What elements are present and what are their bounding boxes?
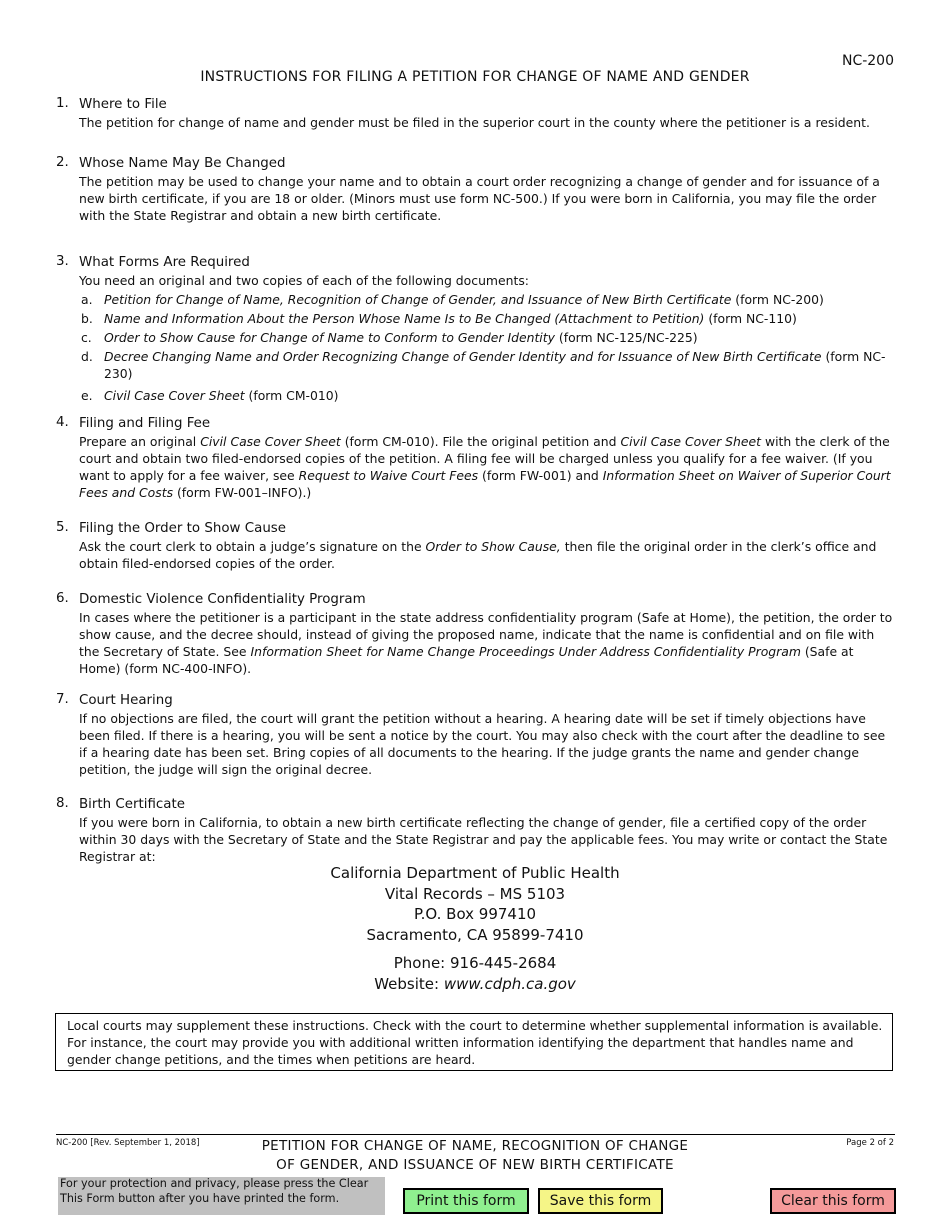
website: Website: www.cdph.ca.gov	[374, 974, 576, 993]
form-number-ref: (form NC-125/NC-225)	[558, 330, 698, 345]
phone-number: Phone: 916-445-2684	[393, 954, 557, 972]
form-title: Order to Show Cause for Change of Name to Conform to Gender Identity	[104, 330, 555, 345]
print-form-button[interactable]: Print this form	[403, 1188, 529, 1214]
section-text: You need an original and two copies of each of the following documents:	[79, 273, 529, 288]
section-heading: What Forms Are Required	[79, 255, 250, 270]
section-text: Prepare an original Civil Case Cover Sheet (form CM-010). File the original petition and Civil Case Cover Sheet with the clerk of the court and obtain two filed-endorsed copies of the petition. A filing fee will be charged unless you qualify for a fee waiver. (If you want to apply for a fee waiver, see Request to Waive Court Fees (form FW-001) and Information Sheet on Waiver of Superior Court Fees and Costs (form FW-001–INFO).)	[79, 434, 891, 500]
list-letter: a.	[81, 292, 93, 307]
address-line: Sacramento, CA 95899-7410	[366, 925, 584, 944]
form-title: Petition for Change of Name, Recognition of Change of Gender, and Issuance of New Birth Certificate	[104, 292, 732, 307]
footer-divider	[56, 1134, 895, 1135]
section-number: 3.	[56, 254, 69, 269]
section-number: 1.	[56, 96, 69, 111]
address-line: California Department of Public Health	[330, 864, 620, 882]
form-number-ref: (form NC-110)	[708, 311, 797, 326]
section-text: If no objections are filed, the court will grant the petition without a hearing. A hearing date will be set if timely objections have been filed. If there is a hearing, you will be sent a notice by the court. You may also check with the court after the deadline to see if a hearing date has been set. Bring copies of all documents to the hearing. If the judge grants the name and gender change petition, the judge will sign the original decree.	[79, 711, 886, 777]
section-forms-required	[56, 254, 896, 404]
form-list-item	[79, 329, 896, 346]
section-number: 7.	[56, 692, 69, 707]
note-text: Local courts may supplement these instructions. Check with the court to determine whether supplemental information is available. For instance, the court may provide you with additional written information identifying the department that handles name and gender change petitions, and the times when petitions are heard.	[67, 1018, 883, 1067]
section-birth-certificate	[56, 796, 896, 865]
section-heading: Where to File	[79, 97, 167, 112]
clear-form-button[interactable]: Clear this form	[770, 1188, 896, 1214]
privacy-note: For your protection and privacy, please press the Clear This Form button after you have printed the form.	[58, 1177, 385, 1215]
section-text: In cases where the petitioner is a participant in the state address confidentiality program (Safe at Home), the petition, the order to show cause, and the decree should, instead of giving the proposed name, indicate that the name is confidential and on file with the Secretary of State. See Information Sheet for Name Change Proceedings Under Address Confidentiality Program (Safe at Home) (form NC-400-INFO).	[79, 610, 893, 676]
form-list-item	[79, 348, 896, 382]
section-number: 8.	[56, 796, 69, 811]
section-heading: Filing the Order to Show Cause	[79, 521, 287, 536]
local-courts-note	[55, 1013, 893, 1071]
page-title: INSTRUCTIONS FOR FILING A PETITION FOR CHANGE OF NAME AND GENDER	[200, 69, 750, 85]
section-heading: Whose Name May Be Changed	[79, 156, 286, 171]
website-link[interactable]: www.cdph.ca.gov	[443, 974, 576, 993]
form-number-ref: (form NC-230)	[104, 349, 886, 381]
section-court-hearing	[56, 692, 896, 778]
section-filing-fee	[56, 415, 896, 501]
address-line: Vital Records – MS 5103	[384, 884, 566, 903]
list-letter: e.	[81, 388, 93, 403]
form-title: Name and Information About the Person Whose Name Is to Be Changed (Attachment to Petition)	[104, 311, 705, 326]
list-letter: b.	[81, 311, 93, 326]
section-text: If you were born in California, to obtain a new birth certificate reflecting the change of gender, file a certified copy of the order within 30 days with the Secretary of State and the State Registrar and pay the applicable fees. You may write or contact the State Registrar at:	[79, 815, 888, 864]
form-title: Decree Changing Name and Order Recognizing Change of Gender Identity and for Issuance of New Birth Certificate	[104, 349, 822, 364]
footer-title: PETITION FOR CHANGE OF NAME, RECOGNITION OF CHANGE OF GENDER, AND ISSUANCE OF NEW BIRTH CERTIFICATE	[261, 1138, 689, 1173]
address-line: P.O. Box 997410	[413, 905, 537, 923]
form-number: NC-200	[841, 53, 894, 69]
form-number-ref: (form NC-200)	[735, 292, 824, 307]
section-heading: Birth Certificate	[79, 797, 185, 812]
section-number: 6.	[56, 591, 69, 606]
section-text: The petition may be used to change your name and to obtain a court order recognizing a change of gender and for issuance of a new birth certificate, if you are 18 or older. (Minors must use form NC-500.) If you were born in California, you may file the order with the State Registrar and obtain a new birth certificate.	[79, 174, 880, 223]
save-form-button[interactable]: Save this form	[538, 1188, 663, 1214]
section-number: 2.	[56, 155, 69, 170]
page-number: Page 2 of 2	[846, 1138, 894, 1148]
form-list-item	[79, 291, 896, 308]
section-confidentiality-program	[56, 591, 896, 677]
section-text: The petition for change of name and gender must be filed in the superior court in the county where the petitioner is a resident.	[79, 115, 870, 130]
section-whose-name	[56, 155, 896, 224]
section-order-to-show-cause	[56, 520, 896, 572]
section-heading: Domestic Violence Confidentiality Program	[79, 592, 366, 607]
form-list-item	[79, 387, 896, 404]
form-title: Civil Case Cover Sheet	[104, 388, 245, 403]
section-number: 4.	[56, 415, 69, 430]
form-number-ref: (form CM-010)	[248, 388, 339, 403]
form-revision: NC-200 [Rev. September 1, 2018]	[56, 1138, 200, 1148]
section-heading: Court Hearing	[79, 693, 173, 708]
list-letter: c.	[81, 330, 92, 345]
section-number: 5.	[56, 520, 69, 535]
section-where-to-file	[56, 96, 896, 131]
list-letter: d.	[81, 349, 93, 364]
section-text: Ask the court clerk to obtain a judge’s signature on the Order to Show Cause, then file the original order in the clerk’s office and obtain filed-endorsed copies of the order.	[79, 539, 877, 571]
section-heading: Filing and Filing Fee	[79, 416, 211, 431]
form-list-item	[79, 310, 896, 327]
registrar-address	[0, 863, 950, 994]
